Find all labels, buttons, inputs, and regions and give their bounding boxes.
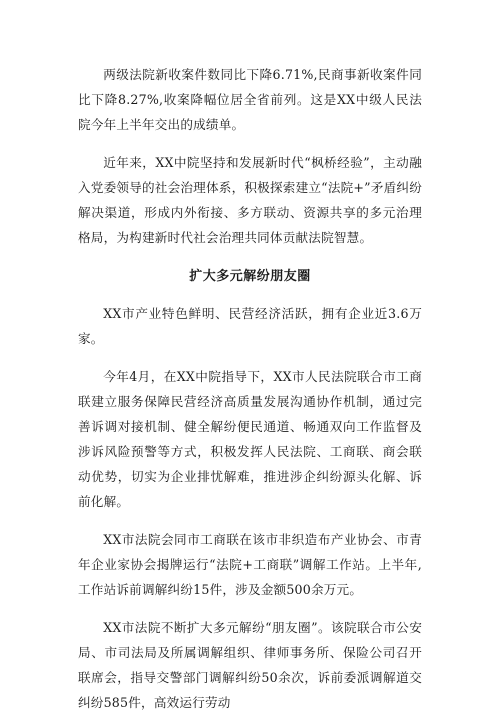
paragraph-intro-1: 两级法院新收案件数同比下降6.71%,民商事新收案件同比下降8.27%,收案降幅位居全省前列。这是XX中级人民法院今年上半年交出的成绩单。 bbox=[78, 67, 422, 132]
paragraph-section-4: XX市法院不断扩大多元解纷“朋友圈”。该院联合市公安局、市司法局及所属调解组织、律师事务所、保险公司召开联席会，指导交警部门调解纠纷50余次，诉前委派调解道交纠纷585件，高效运行劳动 bbox=[78, 620, 422, 710]
section-heading: 扩大多元解纷朋友圈 bbox=[189, 269, 311, 284]
paragraph-section-3: XX市法院会同市工商联在该市非织造布产业协会、市青年企业家协会揭牌运行“法院+工商联”调解工作站。上半年,工作站诉前调解纠纷15件，涉及金额500余万元。 bbox=[78, 532, 422, 597]
paragraph-section-2: 今年4月，在XX中院指导下，XX市人民法院联合市工商联建立服务保障民营经济高质量发展沟通协作机制，通过完善诉调对接机制、健全解纷便民通道、畅通双向工作监督及涉诉风险预警等方式，积极发挥人民法院、工商联、商会联动优势，切实为企业排忧解难，推进涉企纠纷源头化解、诉前化解。 bbox=[78, 369, 422, 509]
paragraph-intro-2: 近年来，XX中院坚持和发展新时代“枫桥经验”，主动融入党委领导的社会治理体系，积极探索建立“法院+”矛盾纠纷解决渠道，形成内外衔接、多方联动、资源共享的多元治理格局，为构建新时代社会治理共同体贡献法院智慧。 bbox=[78, 155, 422, 245]
paragraph-section-1: XX市产业特色鲜明、民营经济活跃，拥有企业近3.6万家。 bbox=[78, 306, 422, 346]
